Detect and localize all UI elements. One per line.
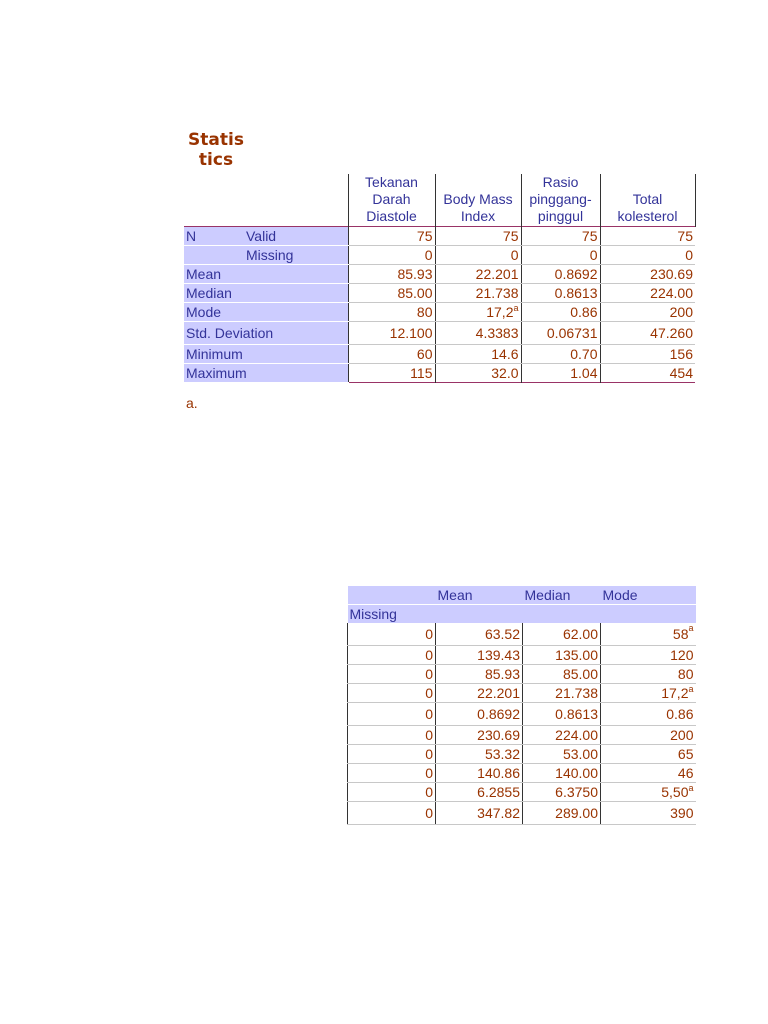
cell: 230.69 bbox=[600, 265, 695, 284]
header-row bbox=[348, 586, 696, 605]
cell: 156 bbox=[600, 345, 695, 364]
cell: 115 bbox=[348, 364, 435, 383]
table-title: Statis tics bbox=[188, 130, 244, 170]
cell: 0 bbox=[348, 764, 436, 783]
cell: 63.52 bbox=[436, 623, 523, 646]
table-row bbox=[184, 246, 695, 265]
cell: 0 bbox=[435, 246, 521, 265]
column-header: Missing bbox=[348, 605, 436, 624]
row-label: N bbox=[184, 227, 244, 246]
column-header: Tekanan Darah Diastole bbox=[348, 174, 435, 227]
cell: 0.8692 bbox=[436, 703, 523, 726]
cell bbox=[601, 623, 696, 646]
footnote-mark: a bbox=[688, 623, 694, 633]
cell-value: 58 bbox=[672, 626, 689, 642]
cell: 65 bbox=[601, 745, 696, 764]
cell: 0.86 bbox=[521, 303, 600, 322]
cell: 0 bbox=[348, 246, 435, 265]
cell: 60 bbox=[348, 345, 435, 364]
footnote: a. bbox=[186, 395, 198, 411]
cell: 200 bbox=[600, 303, 695, 322]
cell: 0 bbox=[348, 726, 436, 745]
cell: 0.8692 bbox=[521, 265, 600, 284]
cell: 4.3383 bbox=[435, 322, 521, 345]
table-row bbox=[348, 764, 696, 783]
cell: 0 bbox=[348, 646, 436, 665]
column-header: Mode bbox=[601, 586, 696, 605]
table-row bbox=[184, 265, 695, 284]
cell: 0 bbox=[348, 703, 436, 726]
cell: 75 bbox=[435, 227, 521, 246]
column-header: Body Mass Index bbox=[435, 174, 521, 227]
row-label: Std. Deviation bbox=[184, 322, 348, 345]
cell: 85.93 bbox=[436, 665, 523, 684]
cell: 0 bbox=[348, 665, 436, 684]
table-row bbox=[184, 227, 695, 246]
cell-value: 5,50 bbox=[661, 784, 689, 800]
cell: 62.00 bbox=[523, 623, 601, 646]
statistics-table bbox=[184, 174, 696, 383]
cell-value: 17,2 bbox=[486, 304, 514, 320]
header-row bbox=[348, 605, 696, 624]
cell: 224.00 bbox=[600, 284, 695, 303]
cell: 0.8613 bbox=[521, 284, 600, 303]
row-sublabel: Valid bbox=[244, 227, 348, 246]
cell: 22.201 bbox=[435, 265, 521, 284]
cell: 0 bbox=[348, 802, 436, 825]
cell: 75 bbox=[521, 227, 600, 246]
cell: 120 bbox=[601, 646, 696, 665]
cell: 80 bbox=[348, 303, 435, 322]
row-label: Mean bbox=[184, 265, 348, 284]
cell: 46 bbox=[601, 764, 696, 783]
table-row bbox=[184, 284, 695, 303]
cell: 32.0 bbox=[435, 364, 521, 383]
cell: 0.86 bbox=[601, 703, 696, 726]
row-label: Median bbox=[184, 284, 348, 303]
table-row bbox=[184, 364, 695, 383]
table-row bbox=[348, 745, 696, 764]
cell: 0 bbox=[348, 623, 436, 646]
column-header: Median bbox=[523, 586, 601, 605]
cell: 0 bbox=[348, 783, 436, 802]
table-row bbox=[184, 322, 695, 345]
cell: 53.32 bbox=[436, 745, 523, 764]
cell: 347.82 bbox=[436, 802, 523, 825]
cell: 390 bbox=[601, 802, 696, 825]
descriptives-table bbox=[347, 586, 696, 825]
table-row bbox=[348, 703, 696, 726]
cell: 53.00 bbox=[523, 745, 601, 764]
cell: 14.6 bbox=[435, 345, 521, 364]
table-row bbox=[348, 783, 696, 802]
table-row bbox=[184, 303, 695, 322]
cell: 85.00 bbox=[523, 665, 601, 684]
cell: 21.738 bbox=[523, 684, 601, 703]
cell-value: 17,2 bbox=[661, 685, 689, 701]
header-row bbox=[184, 174, 695, 227]
row-label: Minimum bbox=[184, 345, 348, 364]
cell: 0 bbox=[348, 745, 436, 764]
cell: 200 bbox=[601, 726, 696, 745]
cell: 139.43 bbox=[436, 646, 523, 665]
cell: 6.3750 bbox=[523, 783, 601, 802]
row-label: Maximum bbox=[184, 364, 348, 383]
footnote-mark: a bbox=[513, 303, 519, 313]
cell: 140.86 bbox=[436, 764, 523, 783]
cell: 224.00 bbox=[523, 726, 601, 745]
cell bbox=[601, 684, 696, 703]
cell: 80 bbox=[601, 665, 696, 684]
row-label: Mode bbox=[184, 303, 348, 322]
cell: 22.201 bbox=[436, 684, 523, 703]
cell: 0 bbox=[348, 684, 436, 703]
cell: 140.00 bbox=[523, 764, 601, 783]
cell: 12.100 bbox=[348, 322, 435, 345]
table-row bbox=[348, 802, 696, 825]
cell bbox=[601, 783, 696, 802]
cell: 0 bbox=[600, 246, 695, 265]
table-row bbox=[348, 726, 696, 745]
table-row bbox=[348, 684, 696, 703]
cell: 1.04 bbox=[521, 364, 600, 383]
table-row bbox=[348, 623, 696, 646]
cell: 230.69 bbox=[436, 726, 523, 745]
footnote-mark: a bbox=[688, 684, 694, 694]
cell: 75 bbox=[348, 227, 435, 246]
table-row bbox=[184, 345, 695, 364]
cell: 0.70 bbox=[521, 345, 600, 364]
column-header: Mean bbox=[436, 586, 523, 605]
cell: 6.2855 bbox=[436, 783, 523, 802]
cell: 0.8613 bbox=[523, 703, 601, 726]
cell: 85.93 bbox=[348, 265, 435, 284]
cell: 0 bbox=[521, 246, 600, 265]
column-header: Rasio pinggang-pinggul bbox=[521, 174, 600, 227]
cell: 0.06731 bbox=[521, 322, 600, 345]
cell: 289.00 bbox=[523, 802, 601, 825]
row-sublabel: Missing bbox=[244, 246, 348, 265]
footnote-mark: a bbox=[688, 783, 694, 793]
cell: 75 bbox=[600, 227, 695, 246]
cell: 85.00 bbox=[348, 284, 435, 303]
column-header: Total kolesterol bbox=[600, 174, 695, 227]
cell: 454 bbox=[600, 364, 695, 383]
cell: 135.00 bbox=[523, 646, 601, 665]
cell bbox=[435, 303, 521, 322]
cell: 47.260 bbox=[600, 322, 695, 345]
table-row bbox=[348, 646, 696, 665]
cell: 21.738 bbox=[435, 284, 521, 303]
row-label bbox=[184, 246, 244, 265]
table-row bbox=[348, 665, 696, 684]
